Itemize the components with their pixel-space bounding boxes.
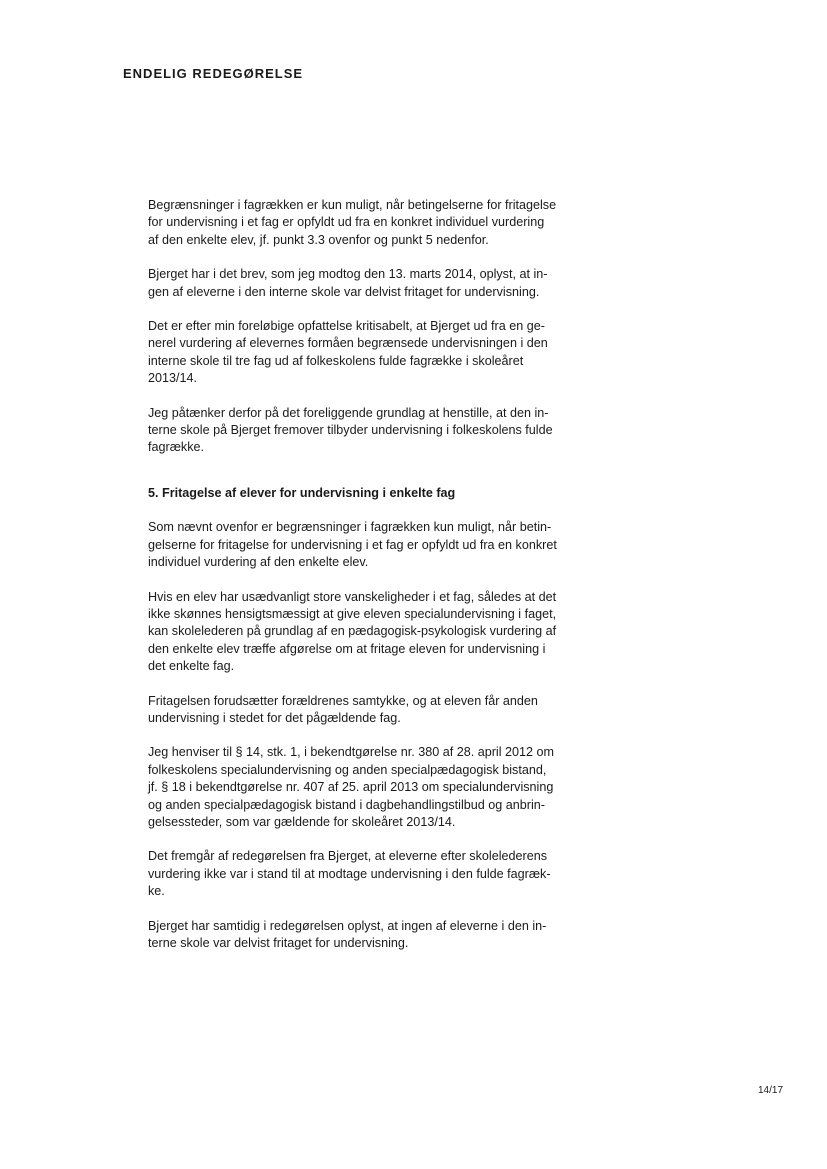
document-body xyxy=(148,197,588,969)
paragraph-difficulties xyxy=(148,589,588,676)
paragraph-no-exemptions xyxy=(148,918,588,953)
paragraph-recommendation xyxy=(148,405,588,457)
text-line: Bjerget har samtidig i redegørelsen oplyst, at ingen af eleverne i den in- xyxy=(148,918,547,933)
text-line: gelserne for fritagelse for undervisning i et fag er opfyldt ud fra en konkret xyxy=(148,537,557,552)
paragraph-consent xyxy=(148,693,588,728)
text-line: Det er efter min foreløbige opfattelse kritisabelt, at Bjerget ud fra en ge- xyxy=(148,319,545,334)
text-line: vurdering ikke var i stand til at modtage undervisning i den fulde fagræk- xyxy=(148,866,551,881)
paragraph-school-statement xyxy=(148,848,588,900)
text-line: terne skole på Bjerget fremover tilbyder undervisning i folkeskolens fulde xyxy=(148,423,553,438)
text-line: Hvis en elev har usædvanligt store vanskeligheder i et fag, således at det xyxy=(148,589,557,604)
section-heading: 5. Fritagelse af elever for undervisning i enkelte fag xyxy=(148,485,456,500)
text-line: undervisning i stedet for det pågældende fag. xyxy=(148,710,401,725)
text-line: folkeskolens specialundervisning og anden specialpædagogisk bistand, xyxy=(148,762,547,777)
text-line: Som nævnt ovenfor er begrænsninger i fagrækken kun muligt, når betin- xyxy=(148,520,552,535)
text-line: jf. § 18 i bekendtgørelse nr. 407 af 25. april 2013 om specialundervisning xyxy=(148,780,554,795)
text-line: Det fremgår af redegørelsen fra Bjerget, at eleverne efter skolelederens xyxy=(148,849,548,864)
paragraph-restrictions xyxy=(148,197,588,249)
paragraph-preliminary-opinion xyxy=(148,318,588,388)
text-line: kan skolelederen på grundlag af en pædagogisk-psykologisk vurdering af xyxy=(148,624,557,639)
text-line: ikke skønnes hensigtsmæssigt at give eleven specialundervisning i faget, xyxy=(148,606,557,621)
text-line: terne skole var delvist fritaget for undervisning. xyxy=(148,936,409,950)
text-line: nerel vurdering af elevernes formåen begrænsede undervisningen i den xyxy=(148,336,548,351)
page-number: 14/17 xyxy=(758,1085,784,1096)
text-line: den enkelte elev træffe afgørelse om at fritage eleven for undervisning i xyxy=(148,641,546,656)
text-line: det enkelte fag. xyxy=(148,659,235,674)
paragraph-letter-statement xyxy=(148,266,588,301)
document-title: ENDELIG REDEGØRELSE xyxy=(123,66,304,81)
text-line: fagrække. xyxy=(148,440,204,455)
text-line: individuel vurdering af den enkelte elev. xyxy=(148,555,369,570)
text-line: for undervisning i et fag er opfyldt ud fra en konkret individuel vurdering xyxy=(148,215,545,230)
text-line: af den enkelte elev, jf. punkt 3.3 ovenfor og punkt 5 nedenfor. xyxy=(148,232,489,247)
text-line: interne skole til tre fag ud af folkeskolens fulde fagrække i skoleåret xyxy=(148,353,524,368)
text-line: gelsessteder, som var gældende for skoleåret 2013/14. xyxy=(148,814,456,829)
text-line: Jeg påtænker derfor på det foreliggende grundlag at henstille, at den in- xyxy=(148,405,549,420)
text-line: og anden specialpædagogisk bistand i dagbehandlingstilbud og anbrin- xyxy=(148,797,545,812)
text-line: ke. xyxy=(148,884,165,899)
text-line: Jeg henviser til § 14, stk. 1, i bekendtgørelse nr. 380 af 28. april 2012 om xyxy=(148,745,555,760)
paragraph-restrictions-repeat xyxy=(148,519,588,571)
text-line: 2013/14. xyxy=(148,371,198,386)
paragraph-legal-reference xyxy=(148,744,588,831)
text-line: Bjerget har i det brev, som jeg modtog den 13. marts 2014, oplyst, at in- xyxy=(148,267,548,282)
text-line: gen af eleverne i den interne skole var delvist fritaget for undervisning. xyxy=(148,284,540,299)
text-line: Fritagelsen forudsætter forældrenes samtykke, og at eleven får anden xyxy=(148,693,538,708)
text-line: Begrænsninger i fagrækken er kun muligt, når betingelserne for fritagelse xyxy=(148,198,557,212)
